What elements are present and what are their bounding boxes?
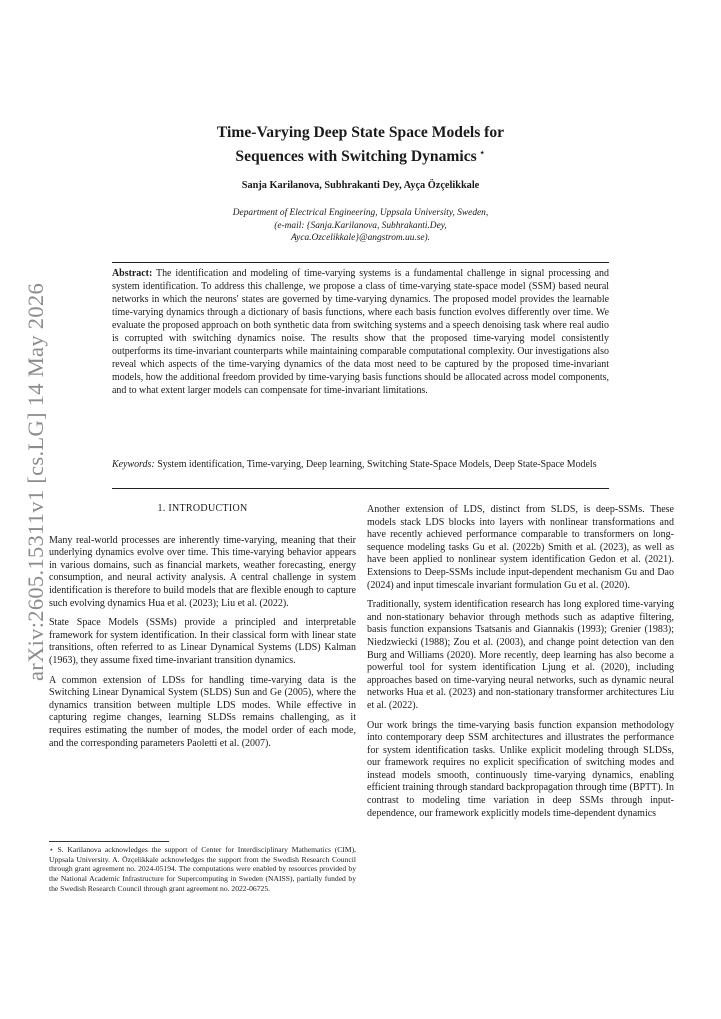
intro-paragraph-5: Traditionally, system identification research has long explored time-varying and non-stationary behavior through methods such as adaptive filtering, basis function expansions Tsatsanis and Giannakis (1993); Grenier (1983); Niedzwiecki (1988); Zou et al. (2003), and change point detection van den Burg and Williams (2020). More recently, deep learning has also become a powerful tool for system identification Ljung et al. (2020), including approaches based on time-varying neural networks, such as dynamic neural networks Hua et al. (2023) and non-stationary transformer architectures Liu et al. (2022). bbox=[367, 599, 674, 711]
title-line-2: Sequences with Switching Dynamics bbox=[235, 148, 477, 165]
intro-paragraph-6: Our work brings the time-varying basis function expansion methodology into contemporary deep SSM architectures and illustrates the performance for system identification tasks. Unlike explicit modeling through SLDSs, our framework requires no explicit specification of switching modes and instead models smooth, continuously time-varying dynamics, enabling efficient training through standard backpropagation through time (BPTT). In contrast to modeling time variation in deep SSMs through input-dependence, our framework explicitly models time-dependent dynamics bbox=[367, 719, 674, 819]
affiliation bbox=[112, 207, 609, 245]
arxiv-identifier: arXiv:2605.15311v1 [cs.LG] 14 May 2026 bbox=[23, 282, 48, 682]
section-heading-introduction: 1. INTRODUCTION bbox=[157, 503, 248, 514]
paper-title bbox=[112, 122, 609, 167]
affiliation-line-2: (e-mail: {Sanja.Karilanova, Subhrakanti.Dey, bbox=[274, 220, 447, 231]
affiliation-line-1: Department of Electrical Engineering, Uppsala University, Sweden, bbox=[232, 208, 489, 218]
footnote: ⋆ S. Karilanova acknowledges the support of Center for Interdisciplinary Mathematics (CIM), Uppsala University. A. Özçelikkale acknowledges the support from the Swedish Research Council through grant agreement no. 2024-05194. The computations were enabled by resources provided by the National Academic Infrastructure for Supercomputing in Sweden (NAISS), partially funded by the Swedish Research Council through grant agreement no. 2022-06725. bbox=[49, 845, 356, 893]
title-line-1: Time-Varying Deep State Space Models for bbox=[216, 124, 505, 141]
intro-paragraph-1: Many real-world processes are inherently time-varying, meaning that their underlying dynamics evolve over time. This time-varying behavior appears in various domains, such as financial markets, weather forecasting, energy consumption, and neural activity analysis. A central challenge in system identification is therefore to build models that are flexible enough to capture such evolving dynamics Hua et al. (2023); Liu et al. (2022). bbox=[49, 534, 356, 609]
abstract-text: The identification and modeling of time-varying systems is a fundamental challenge in signal processing and system identification. To address this challenge, we propose a class of time-varying state-space model (SSM) based neural networks in which the neurons' states are governed by time-varying dynamics. The proposed model provides the learnable time-varying dynamics through a dictionary of basis functions, where each basis function evolves differently over time. We evaluate the proposed approach on both synthetic data from switching systems and a speech denoising task where real audio is corrupted with switching dynamics noise. The results show that the proposed time-varying model consistently outperforms its time-invariant counterparts while maintaining comparable computational complexity. Our investigations also reveal which aspects of the time-varying dynamics of the data most need to be captured by the proposed time-invariant models, how the additional freedom provided by time-varying basis functions should be allocated across model components, and to what extent larger models can compensate for time-invariant limitations. bbox=[112, 268, 609, 396]
footnote-rule bbox=[49, 841, 169, 842]
keywords-label: Keywords: bbox=[112, 459, 155, 470]
intro-paragraph-3: A common extension of LDSs for handling time-varying data is the Switching Linear Dynamical System (SLDS) Sun and Ge (2005), where the dynamics transition between multiple LDS modes. While effective in capturing regime changes, learning SLDSs remains challenging, as it requires estimating the number of modes, the model order of each mode, and the corresponding parameters Paoletti et al. (2007). bbox=[49, 674, 356, 749]
title-footnote-marker: ⋆ bbox=[478, 147, 486, 159]
left-column bbox=[49, 503, 356, 757]
keywords-bottom-rule bbox=[112, 488, 609, 489]
title-block bbox=[112, 122, 609, 245]
intro-paragraph-4: Another extension of LDS, distinct from SLDS, is deep-SSMs. These models stack LDS blocks into layers with nonlinear transformations and have recently achieved performance comparable to transformers on long-sequence modeling tasks Gu et al. (2022b) Smith et al. (2023), as well as have been applied to nonlinear system identification Gedon et al. (2021). Extensions to Deep-SSMs include input-dependent mechanism Gu and Dao (2024) and input timescale invariant formulation Gu et al. (2020). bbox=[367, 504, 674, 591]
abstract bbox=[112, 268, 609, 398]
author-list: Sanja Karilanova, Subhrakanti Dey, Ayça Özçelikkale bbox=[241, 180, 480, 191]
abstract-label: Abstract: bbox=[112, 268, 153, 279]
affiliation-line-3: Ayca.Ozcelikkale}@angstrom.uu.se). bbox=[290, 233, 431, 244]
intro-paragraph-2: State Space Models (SSMs) provide a principled and interpretable framework for system identification. In their classical form with linear state transitions, often referred to as Linear Dynamical Systems (LDS) Kalman (1963), they assume fixed time-invariant transition dynamics. bbox=[49, 617, 356, 666]
abstract-top-rule bbox=[112, 262, 609, 263]
keywords-text: System identification, Time-varying, Deep learning, Switching State-Space Models, Deep State-Space Models bbox=[157, 459, 597, 470]
keywords bbox=[112, 458, 609, 471]
right-column bbox=[367, 504, 674, 827]
